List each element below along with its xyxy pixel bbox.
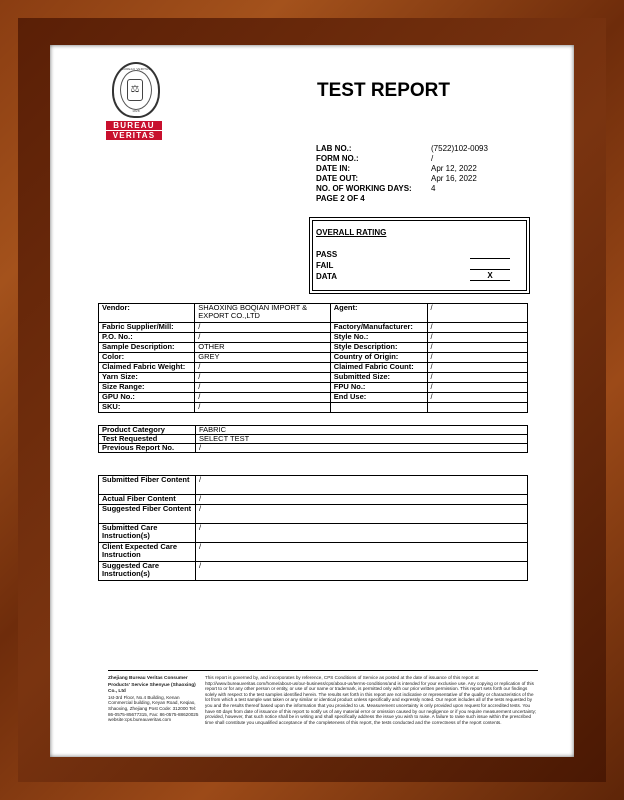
table-row: [99, 403, 528, 413]
table-label-cell: Country of Origin:: [330, 353, 427, 363]
table-value-cell: /: [427, 333, 527, 343]
table-value-cell: /: [195, 403, 330, 413]
table-label-cell: Agent:: [330, 304, 427, 323]
footer-company: Zhejiang Bureau Veritas Consumer Products' Service Shenyue (Shaoxing) Co., Ltd: [108, 676, 196, 695]
table-value-cell: /: [196, 495, 528, 505]
rating-pass-blank: [470, 249, 510, 259]
footer-address-body: 1st-3rd Floor, No.4 Building, Kenan Commercial building, Keyan Road, Keqiao, Shaoxing, Zhejiang Post Code: 312000 Tel: 86-0575-85677315, Fax: 86-0575-88620025 website:cps.bureauveritas.com: [108, 694, 199, 723]
table-label-cell: Factory/Manufacturer:: [330, 323, 427, 333]
rating-fail-blank: [470, 260, 510, 270]
table-row: [99, 333, 528, 343]
meta-value: /: [431, 154, 434, 163]
seal-top-text: BUREAU VERITAS: [121, 67, 151, 71]
overall-rating-heading: OVERALL RATING: [316, 228, 387, 237]
table-value-cell: [427, 403, 527, 413]
table-value-cell: /: [195, 393, 330, 403]
overall-rating-box: [309, 217, 530, 294]
fiber-care-table: [98, 475, 528, 581]
table-value-cell: /: [196, 562, 528, 581]
meta-key: DATE IN:: [316, 164, 351, 173]
table-row: [99, 353, 528, 363]
meta-value: Apr 16, 2022: [431, 174, 477, 183]
table-value-cell: /: [195, 333, 330, 343]
table-value-cell: /: [427, 383, 527, 393]
meta-key: NO. OF WORKING DAYS:: [316, 184, 412, 193]
vendor-info-table: [98, 303, 528, 413]
table-label-cell: Style Description:: [330, 343, 427, 353]
table-value-cell: GREY: [195, 353, 330, 363]
table-label-cell: Previous Report No.: [99, 444, 196, 453]
table-value-cell: /: [427, 363, 527, 373]
table-value-cell: /: [195, 383, 330, 393]
table-label-cell: End Use:: [330, 393, 427, 403]
table-label-cell: Product Category: [99, 426, 196, 435]
table-row: [99, 426, 528, 435]
table-label-cell: Size Range:: [99, 383, 195, 393]
table-label-cell: [330, 403, 427, 413]
table-label-cell: GPU No.:: [99, 393, 195, 403]
table-label-cell: FPU No.:: [330, 383, 427, 393]
footer-disclaimer: This report is governed by, and incorporates by reference, CPS Conditions of Service as posted at the date of issuance of this report at http://www.bureauveritas.com/home/about-us/our-business/cps/about-us/terms-conditions/and is intended for your exclusive use. Any copying or replication of this report to or for any other person or entity, or use of our name or trademark, is permitted only with our prior written permission. This report sets forth our findings solely with respect to the test samples identified herein. The results set forth in this report are not indicative or representative of the quality or characteristics of the lot from which a test sample was taken or any similar or identical product unless specifically and expressly noted. Our report includes all of the tests requested by you and the results thereof based upon the information that you provided to us. Measurement uncertainty is only provided upon request for accredited tests. You have 60 days from date of issuance of this report to notify us of any material error or omission caused by our negligence or if you require measurement uncertainty; provided, however, that such notice shall be in writing and shall specifically address the issue you wish to raise. A failure to raise such issue within the prescribed time shall constitute you unqualified acceptance of the completeness of this report, the tests conducted and the correctness of the report contents.: [205, 675, 537, 725]
table-value-cell: OTHER: [195, 343, 330, 353]
table-row: [99, 373, 528, 383]
table-label-cell: SKU:: [99, 403, 195, 413]
table-label-cell: Actual Fiber Content: [99, 495, 196, 505]
seal-bottom-text: 1828: [132, 109, 140, 113]
meta-key: LAB NO.:: [316, 144, 352, 153]
table-row: [99, 524, 528, 543]
table-label-cell: Color:: [99, 353, 195, 363]
table-row: [99, 363, 528, 373]
table-row: [99, 495, 528, 505]
table-row: [99, 323, 528, 333]
table-row: [99, 444, 528, 453]
meta-key: DATE OUT:: [316, 174, 359, 183]
table-value-cell: /: [427, 304, 527, 323]
table-row: [99, 383, 528, 393]
rating-fail-label: FAIL: [316, 261, 334, 270]
table-value-cell: /: [196, 505, 528, 524]
table-label-cell: Submitted Size:: [330, 373, 427, 383]
table-row: [99, 543, 528, 562]
table-label-cell: Vendor:: [99, 304, 195, 323]
footer-address: [108, 675, 200, 723]
bureau-veritas-logo: [108, 62, 160, 140]
table-value-cell: /: [196, 524, 528, 543]
table-value-cell: SELECT TEST: [196, 435, 528, 444]
table-value-cell: /: [195, 363, 330, 373]
meta-value: (7522)102-0093: [431, 144, 488, 153]
table-row: [99, 393, 528, 403]
footer-divider: [108, 670, 538, 671]
report-meta: [316, 144, 488, 204]
table-row: [99, 505, 528, 524]
table-value-cell: /: [196, 543, 528, 562]
table-row: [99, 343, 528, 353]
table-label-cell: Client Expected Care Instruction: [99, 543, 196, 562]
table-label-cell: Fabric Supplier/Mill:: [99, 323, 195, 333]
rating-data-mark: X: [470, 271, 510, 281]
table-label-cell: P.O. No.:: [99, 333, 195, 343]
table-value-cell: /: [427, 323, 527, 333]
rating-pass-label: PASS: [316, 250, 338, 259]
logo-word-veritas: VERITAS: [106, 131, 162, 140]
meta-value: Apr 12, 2022: [431, 164, 477, 173]
table-label-cell: Test Requested: [99, 435, 196, 444]
table-label-cell: Claimed Fabric Weight:: [99, 363, 195, 373]
table-row: [99, 562, 528, 581]
report-title: TEST REPORT: [317, 80, 451, 101]
table-value-cell: /: [195, 373, 330, 383]
product-info-table: [98, 425, 528, 453]
table-value-cell: /: [427, 353, 527, 363]
table-label-cell: Suggested Fiber Content: [99, 505, 196, 524]
table-label-cell: Submitted Fiber Content: [99, 476, 196, 495]
meta-key: FORM NO.:: [316, 154, 359, 163]
table-value-cell: SHAOXING BOQIAN IMPORT & EXPORT CO.,LTD: [195, 304, 330, 323]
table-label-cell: Suggested Care Instruction(s): [99, 562, 196, 581]
table-label-cell: Submitted Care Instruction(s): [99, 524, 196, 543]
table-value-cell: FABRIC: [196, 426, 528, 435]
table-value-cell: /: [427, 343, 527, 353]
table-row: [99, 476, 528, 495]
table-label-cell: Claimed Fabric Count:: [330, 363, 427, 373]
table-value-cell: /: [196, 444, 528, 453]
seal-figure-icon: ⚖: [127, 79, 143, 101]
table-label-cell: Style No.:: [330, 333, 427, 343]
table-label-cell: Sample Description:: [99, 343, 195, 353]
table-label-cell: Yarn Size:: [99, 373, 195, 383]
table-value-cell: /: [427, 373, 527, 383]
table-value-cell: /: [195, 323, 330, 333]
meta-value: 4: [431, 184, 436, 193]
meta-key: PAGE 2 OF 4: [316, 194, 365, 203]
logo-word-bureau: BUREAU: [106, 121, 162, 130]
table-row: [99, 304, 528, 323]
table-value-cell: /: [427, 393, 527, 403]
seal-icon: [112, 62, 160, 118]
rating-data-label: DATA: [316, 272, 338, 281]
table-value-cell: /: [196, 476, 528, 495]
